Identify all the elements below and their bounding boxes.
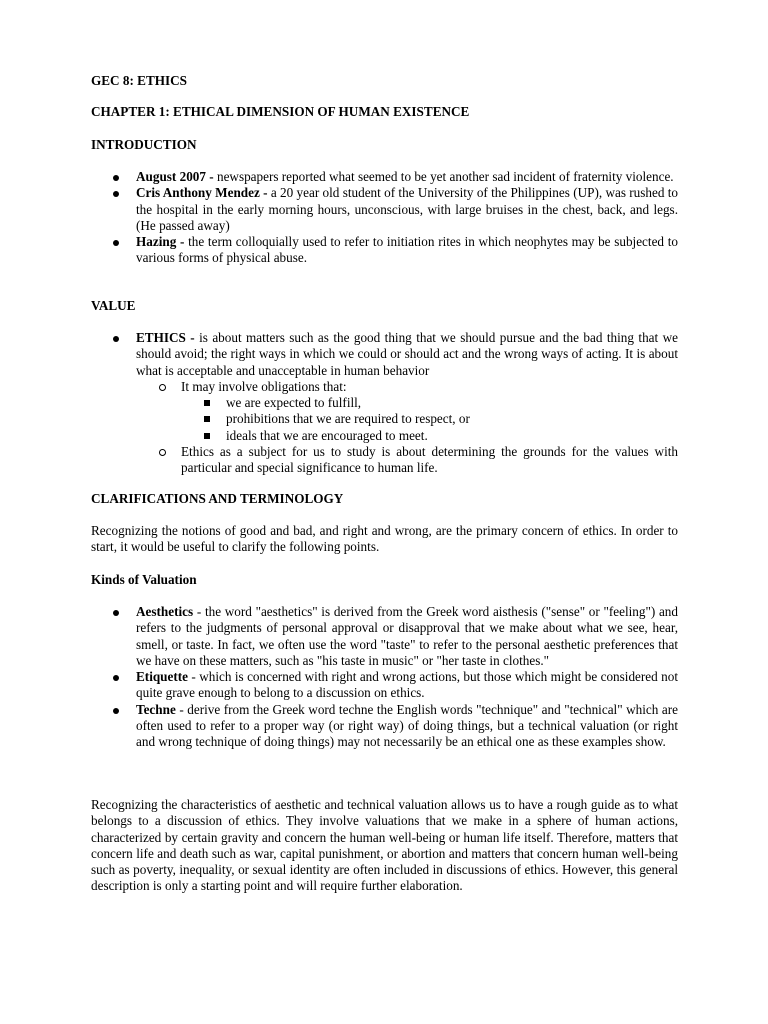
closing-paragraph: Recognizing the characteristics of aesthetic and technical valuation allows us to have a rough guide as to what belongs to a discussion of ethics. They involve valuations that we make in a sphere of human actions, characterized by certain gravity and concern the human well-being or human life itself. Therefore, matters that concern life and death such as war, capital punishment, or abortion and matters that concern human well-being such as poverty, inequality, or sexual identity are often included in discussions of ethics. However, this general description is only a starting point and will require further elaboration. [91, 797, 678, 894]
kinds-list [91, 604, 678, 751]
sub-item-text: It may involve obligations that: [181, 378, 347, 394]
introduction-heading: INTRODUCTION [91, 137, 197, 152]
bullet-icon [113, 708, 119, 714]
item-text: newspapers reported what seemed to be yet another sad incident of fraternity violence. [213, 169, 674, 184]
sub-item-text: Ethics as a subject for us to study is about determining the grounds for the values with particular and special significance to human life. [181, 444, 678, 476]
sub-list-item [91, 444, 678, 477]
square-bullet-icon [204, 400, 210, 406]
sub-sub-item-text: ideals that we are encouraged to meet. [226, 427, 428, 443]
list-item [91, 604, 678, 669]
list-item [91, 702, 678, 751]
sub-sub-list-item [91, 395, 678, 411]
item-term: Hazing - [136, 234, 185, 250]
circle-bullet-icon [159, 384, 166, 391]
circle-bullet-icon [159, 449, 166, 456]
item-text: - derive from the Greek word techne the English words "technique" and "technical" which are often used to refer to a proper way (or right way) of doing things, but a technical valuation (or right and wrong technique of doing things) may not necessarily be an ethical one as these examples show. [136, 701, 678, 750]
bullet-icon [113, 675, 119, 681]
clarifications-intro: Recognizing the notions of good and bad, and right and wrong, are the primary concern of ethics. In order to start, it would be useful to clarify the following points. [91, 523, 678, 555]
sub-sub-item-text: prohibitions that we are required to respect, or [226, 411, 470, 427]
bullet-icon [113, 240, 119, 246]
introduction-list [91, 169, 678, 267]
sub-sub-list-item [91, 411, 678, 427]
item-text: - which is concerned with right and wrong actions, but those which might be considered not quite grave enough to belong to a discussion on ethics. [136, 669, 678, 701]
list-item [91, 330, 678, 379]
value-heading: VALUE [91, 298, 136, 313]
list-item [91, 669, 678, 702]
item-term: Cris Anthony Mendez - [136, 185, 268, 201]
square-bullet-icon [204, 416, 210, 422]
item-text: - the word "aesthetics" is derived from the Greek word aisthesis ("sense" or "feeling") and refers to the judgments of personal approval or disapproval that we make about what we see, hear, smell, or taste. In fact, we often use the word "taste" to refer to the personal aesthetic preferences that we have on these matters, such as "his taste in music" or "her taste in clothes." [136, 604, 678, 668]
kinds-heading: Kinds of Valuation [91, 572, 197, 587]
clarifications-heading: CLARIFICATIONS AND TERMINOLOGY [91, 491, 344, 506]
item-text: a 20 year old student of the University of the Philippines (UP), was rushed to the hospital in the early morning hours, unconscious, with large bruises in the chest, back, and legs. (He passed away) [136, 185, 678, 233]
bullet-icon [113, 175, 119, 181]
chapter-title: CHAPTER 1: ETHICAL DIMENSION OF HUMAN EXISTENCE [91, 104, 470, 119]
square-bullet-icon [204, 433, 210, 439]
item-term: Techne [136, 701, 176, 717]
bullet-icon [113, 336, 119, 342]
list-item [91, 234, 678, 267]
bullet-icon [113, 610, 119, 616]
sub-sub-item-text: we are expected to fulfill, [226, 395, 362, 411]
item-term: August 2007 - [136, 169, 214, 184]
sub-sub-list-item [91, 428, 678, 444]
list-item [91, 169, 678, 185]
sub-list-item [91, 379, 678, 395]
bullet-icon [113, 191, 119, 197]
item-term: Aesthetics [136, 604, 194, 619]
item-term: Etiquette [136, 669, 189, 685]
course-title: GEC 8: ETHICS [91, 73, 187, 88]
item-text: the term colloquially used to refer to initiation rites in which neophytes may be subjected to various forms of physical abuse. [136, 234, 678, 266]
value-list [91, 330, 678, 477]
item-text: is about matters such as the good thing that we should pursue and the bad thing that we should avoid; the right ways in which we could or should act and the wrong ways of acting. It is about what is acceptable and unacceptable in human behavior [136, 330, 678, 378]
list-item [91, 185, 678, 234]
item-term: ETHICS - [136, 330, 195, 345]
